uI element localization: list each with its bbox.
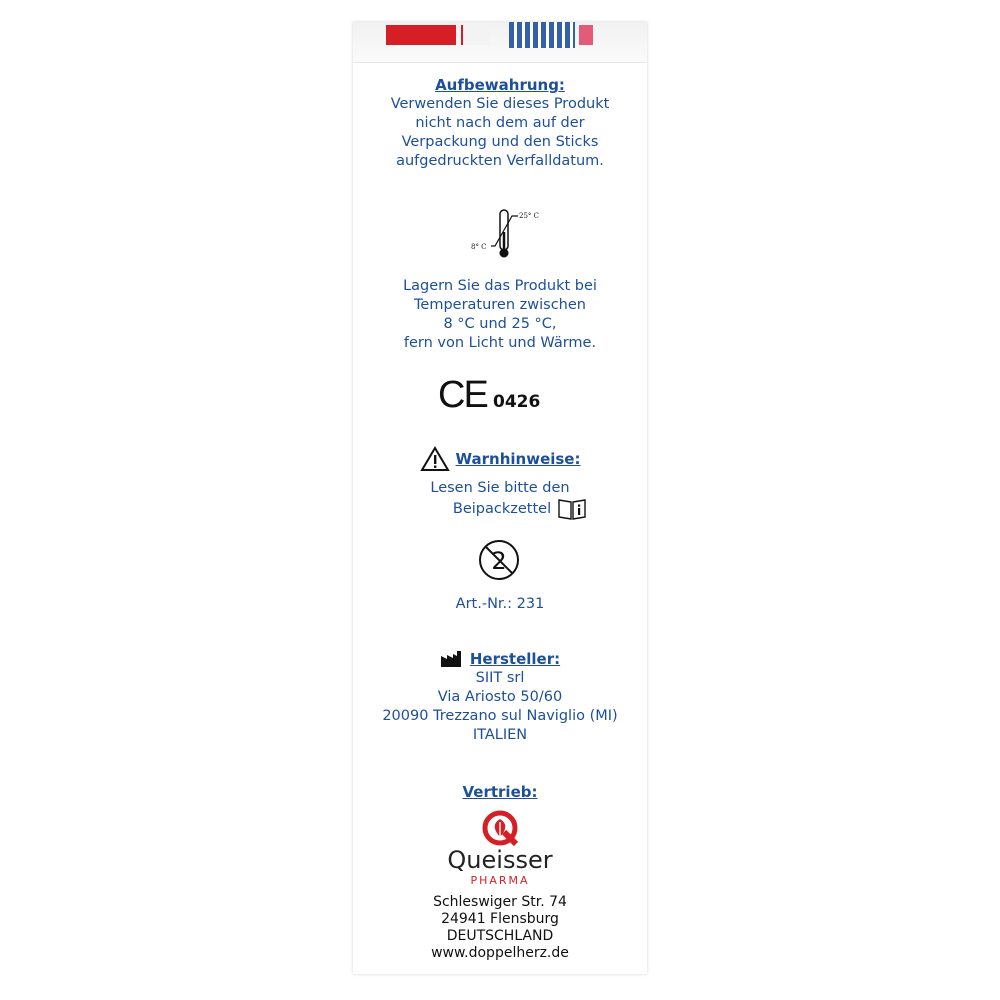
top-edge-blue-print [509, 22, 575, 48]
manufacturer-line: Via Ariosto 50/60 [437, 689, 563, 705]
warnings-line: Beipackzettel [452, 500, 552, 517]
manufacturer-factory-icon [440, 650, 464, 668]
package-top-edge [353, 22, 647, 63]
distributor-line: 24941 Flensburg [441, 911, 559, 927]
storage-line: Verwenden Sie dieses Produkt [390, 96, 610, 112]
warnings-leaflet-row [0, 497, 1000, 521]
consult-instructions-icon [557, 497, 587, 521]
warnings-line: Lesen Sie bitte den [430, 480, 570, 496]
distributor-line: Schleswiger Str. 74 [433, 894, 567, 910]
warnings-heading-row [0, 446, 1000, 476]
ce-mark: CE [438, 374, 487, 416]
temperature-line: Temperaturen zwischen [414, 297, 586, 313]
top-edge-pink-print [579, 25, 593, 45]
storage-line: aufgedruckten Verfalldatum. [396, 153, 604, 169]
ce-marking [438, 374, 578, 420]
distribution-heading: Vertrieb: [462, 783, 538, 801]
thermo-max-label: 25° C [519, 212, 539, 220]
temperature-line: Lagern Sie das Produkt bei [403, 278, 597, 294]
article-number: Art.-Nr.: 231 [455, 596, 545, 612]
manufacturer-line: SIIT srl [475, 670, 525, 686]
warning-triangle-icon [420, 446, 450, 472]
storage-line: Verpackung und den Sticks [401, 134, 599, 150]
top-edge-print [461, 25, 489, 45]
queisser-logo-icon [480, 808, 520, 848]
temperature-line: fern von Licht und Wärme. [403, 335, 597, 351]
storage-line: nicht nach dem auf der [415, 115, 585, 131]
brand-subtitle: PHARMA [470, 874, 530, 887]
brand-name: Queisser [447, 846, 553, 874]
do-not-reuse-icon [478, 539, 520, 581]
top-edge-red-print [386, 25, 456, 45]
manufacturer-heading: Hersteller: [469, 650, 561, 668]
do-not-reuse-number: 2 [491, 547, 507, 575]
manufacturer-line: 20090 Trezzano sul Naviglio (MI) [382, 708, 618, 724]
manufacturer-line: ITALIEN [472, 727, 528, 743]
thermo-min-label: 8° C [471, 243, 487, 251]
warnings-heading: Warnhinweise: [455, 450, 581, 468]
distributor-website: www.doppelherz.de [431, 945, 569, 961]
ce-notified-body-number: 0426 [493, 392, 541, 412]
temperature-line: 8 °C und 25 °C, [443, 316, 557, 332]
distributor-line: DEUTSCHLAND [446, 928, 554, 944]
storage-heading: Aufbewahrung: [435, 76, 565, 94]
temperature-limit-icon [466, 206, 546, 262]
